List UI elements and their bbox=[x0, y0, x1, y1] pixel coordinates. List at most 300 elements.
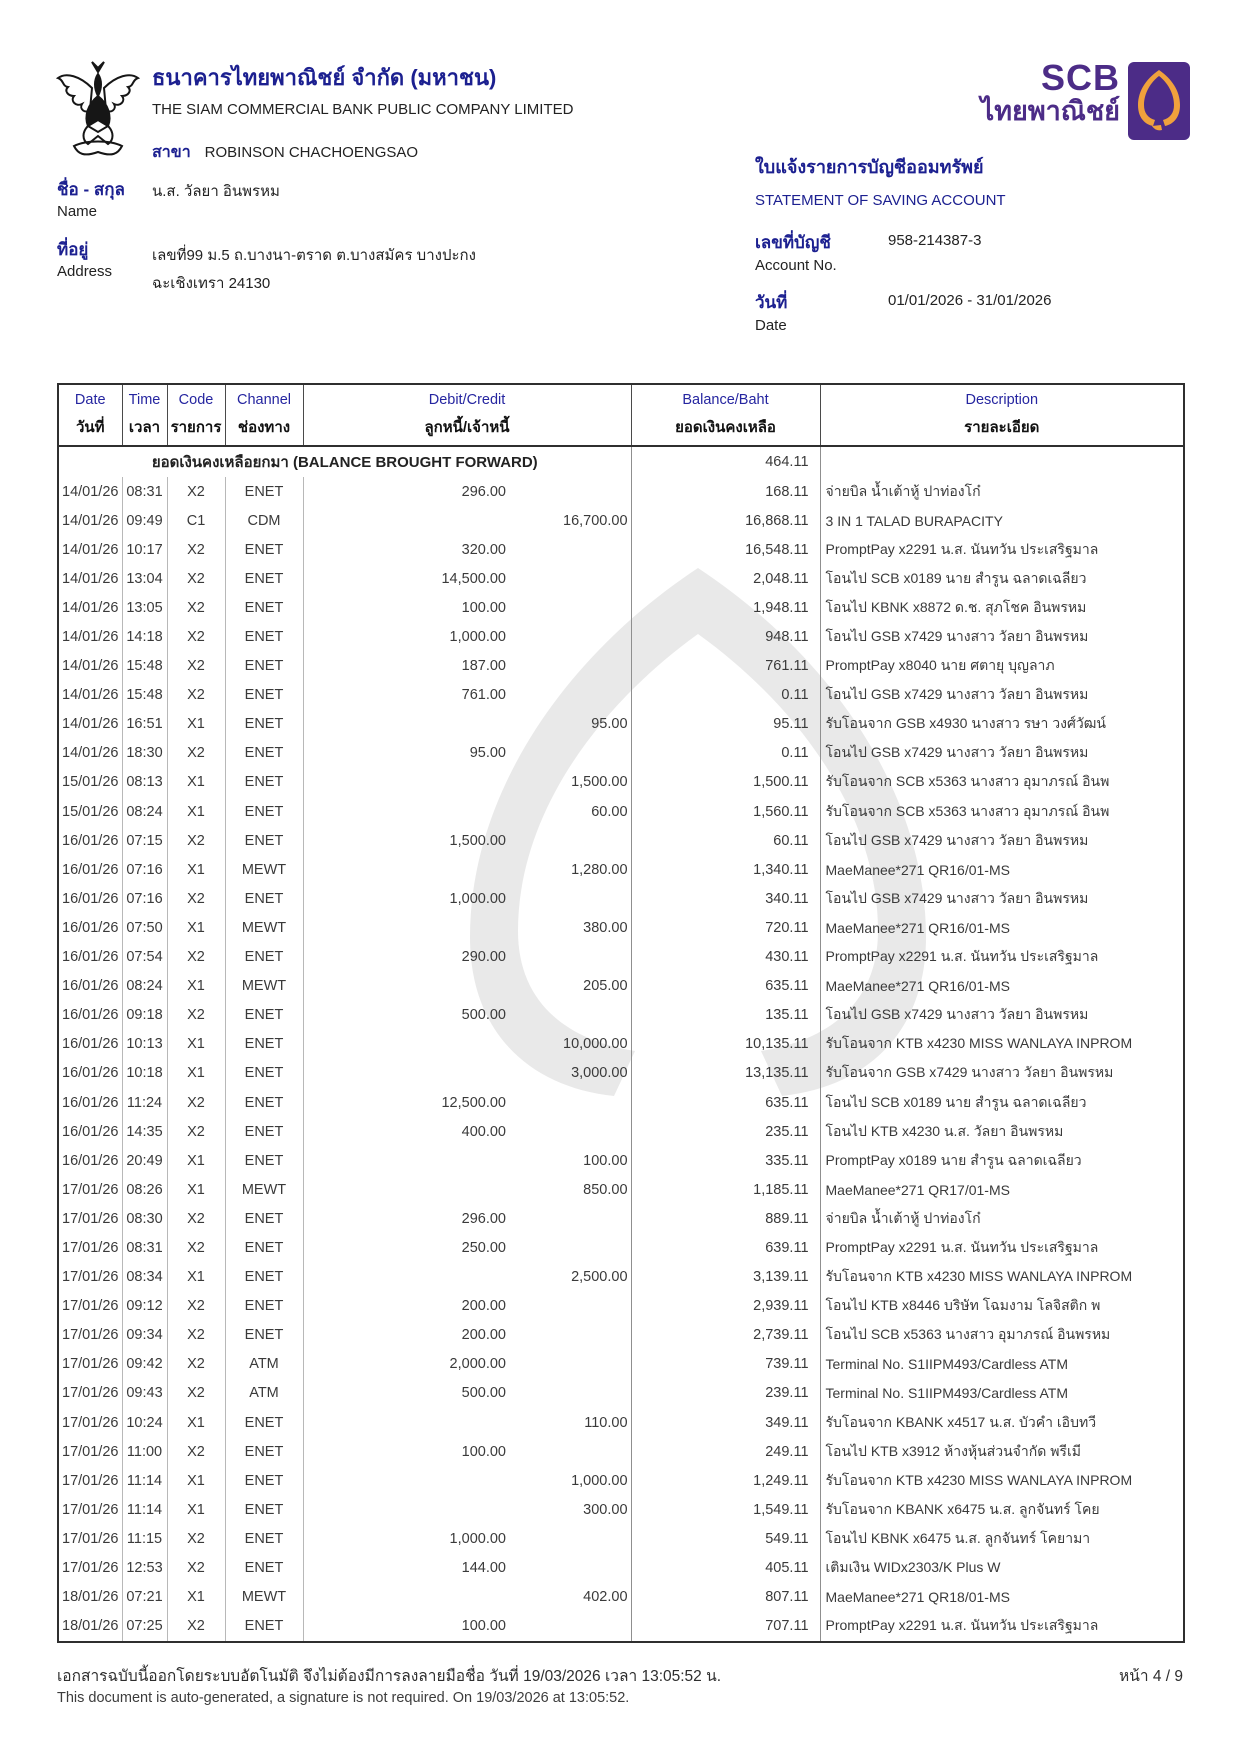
cell-time: 07:50 bbox=[122, 913, 167, 942]
cell-time: 15:48 bbox=[122, 681, 167, 710]
cell-balance: 739.11 bbox=[631, 1350, 820, 1379]
cell-date: 14/01/26 bbox=[58, 593, 122, 622]
cell-balance: 239.11 bbox=[631, 1379, 820, 1408]
cell-balance: 2,739.11 bbox=[631, 1321, 820, 1350]
cell-description: โอนไป KBNK x6475 น.ส. ลูกจันทร์ โคยามา bbox=[825, 1529, 1091, 1546]
cell-date: 16/01/26 bbox=[58, 1146, 122, 1175]
transaction-row bbox=[58, 564, 1184, 593]
cell-description: PromptPay x2291 น.ส. นันทวัน ประเสริฐมาล bbox=[825, 948, 1099, 965]
cell-credit bbox=[511, 1350, 631, 1379]
cell-debit bbox=[303, 1466, 511, 1495]
cell-balance: 1,549.11 bbox=[631, 1495, 820, 1524]
cell-debit: 2,000.00 bbox=[449, 1356, 506, 1373]
cell-credit bbox=[511, 622, 631, 651]
transaction-row bbox=[58, 1292, 1184, 1321]
cell-description: Terminal No. S1IIPM493/Cardless ATM bbox=[825, 1356, 1069, 1373]
transaction-row bbox=[58, 1466, 1184, 1495]
cell-channel: ENET bbox=[225, 1059, 303, 1088]
cell-balance: 16,868.11 bbox=[631, 506, 820, 535]
cell-date: 14/01/26 bbox=[58, 564, 122, 593]
cell-code: X2 bbox=[167, 1233, 225, 1262]
cell-credit: 110.00 bbox=[511, 1408, 631, 1437]
cell-credit bbox=[511, 652, 631, 681]
cell-channel: ENET bbox=[225, 681, 303, 710]
cell-balance: 1,560.11 bbox=[631, 797, 820, 826]
transaction-row bbox=[58, 1001, 1184, 1030]
cell-time: 13:05 bbox=[122, 593, 167, 622]
cell-time: 09:43 bbox=[122, 1379, 167, 1408]
cell-code: X2 bbox=[167, 1117, 225, 1146]
cell-code: X2 bbox=[167, 1001, 225, 1030]
cell-debit bbox=[303, 913, 511, 942]
cell-time: 08:26 bbox=[122, 1175, 167, 1204]
transaction-row bbox=[58, 681, 1184, 710]
cell-balance: 335.11 bbox=[631, 1146, 820, 1175]
customer-name-label-en: Name bbox=[57, 203, 98, 220]
cell-time: 10:17 bbox=[122, 535, 167, 564]
cell-channel: MEWT bbox=[225, 972, 303, 1001]
cell-credit bbox=[511, 1204, 631, 1233]
cell-date: 17/01/26 bbox=[58, 1292, 122, 1321]
cell-time: 11:14 bbox=[122, 1466, 167, 1495]
transaction-row bbox=[58, 797, 1184, 826]
cell-credit bbox=[511, 1553, 631, 1582]
transaction-row bbox=[58, 943, 1184, 972]
cell-description: โอนไป KTB x3912 ห้างหุ้นส่วนจำกัด พรีเมี bbox=[825, 1442, 1081, 1459]
cell-balance: 249.11 bbox=[631, 1437, 820, 1466]
statement-title-en: STATEMENT OF SAVING ACCOUNT bbox=[755, 192, 1006, 209]
balance-brought-forward-row bbox=[58, 446, 1184, 477]
transaction-row bbox=[58, 913, 1184, 942]
cell-credit bbox=[511, 1292, 631, 1321]
cell-time: 11:15 bbox=[122, 1524, 167, 1553]
cell-description: MaeManee*271 QR18/01-MS bbox=[825, 1589, 1010, 1606]
account-no-value: 958-214387-3 bbox=[888, 232, 982, 249]
cell-time: 07:15 bbox=[122, 826, 167, 855]
cell-channel: ENET bbox=[225, 1524, 303, 1553]
cell-time: 07:16 bbox=[122, 884, 167, 913]
statement-title-th: ใบแจ้งรายการบัญชีออมทรัพย์ bbox=[755, 157, 984, 177]
cell-balance: 349.11 bbox=[631, 1408, 820, 1437]
cell-channel: ENET bbox=[225, 1146, 303, 1175]
cell-debit: 500.00 bbox=[461, 1385, 506, 1402]
cell-channel: ENET bbox=[225, 884, 303, 913]
cell-balance: 2,048.11 bbox=[631, 564, 820, 593]
cell-debit: 144.00 bbox=[461, 1560, 506, 1577]
account-no-label-en: Account No. bbox=[755, 257, 837, 274]
cell-balance: 635.11 bbox=[631, 972, 820, 1001]
cell-balance: 2,939.11 bbox=[631, 1292, 820, 1321]
cell-code: X2 bbox=[167, 1350, 225, 1379]
cell-description: โอนไป GSB x7429 นางสาว วัลยา อินพรหม bbox=[825, 831, 1089, 848]
cell-debit bbox=[303, 506, 511, 535]
cell-balance: 405.11 bbox=[631, 1553, 820, 1582]
date-label-th: วันที่ bbox=[755, 293, 788, 312]
transaction-row bbox=[58, 1350, 1184, 1379]
cell-balance: 60.11 bbox=[631, 826, 820, 855]
cell-channel: ENET bbox=[225, 797, 303, 826]
cell-debit bbox=[303, 1263, 511, 1292]
bank-name-thai: ธนาคารไทยพาณิชย์ จำกัด (มหาชน) bbox=[152, 65, 497, 90]
cell-credit bbox=[511, 826, 631, 855]
cell-time: 10:13 bbox=[122, 1030, 167, 1059]
col-header-channel: Channel ช่องทาง bbox=[225, 384, 303, 446]
cell-time: 08:24 bbox=[122, 972, 167, 1001]
cell-debit bbox=[303, 797, 511, 826]
cell-date: 17/01/26 bbox=[58, 1495, 122, 1524]
cell-date: 17/01/26 bbox=[58, 1321, 122, 1350]
cell-credit: 100.00 bbox=[511, 1146, 631, 1175]
cell-time: 09:42 bbox=[122, 1350, 167, 1379]
cell-credit bbox=[511, 1001, 631, 1030]
cell-credit bbox=[511, 739, 631, 768]
cell-balance: 235.11 bbox=[631, 1117, 820, 1146]
cell-debit bbox=[303, 1146, 511, 1175]
cell-balance: 135.11 bbox=[631, 1001, 820, 1030]
cell-balance: 13,135.11 bbox=[631, 1059, 820, 1088]
cell-code: X1 bbox=[167, 797, 225, 826]
cell-description: โอนไป GSB x7429 นางสาว วัลยา อินพรหม bbox=[825, 628, 1089, 645]
transaction-row bbox=[58, 1088, 1184, 1117]
cell-code: X2 bbox=[167, 1088, 225, 1117]
cell-code: X2 bbox=[167, 593, 225, 622]
address-label-th: ที่อยู่ bbox=[57, 240, 89, 259]
cell-description: Terminal No. S1IIPM493/Cardless ATM bbox=[825, 1385, 1069, 1402]
cell-date: 16/01/26 bbox=[58, 826, 122, 855]
cell-balance: 1,340.11 bbox=[631, 855, 820, 884]
cell-code: X1 bbox=[167, 1466, 225, 1495]
cell-credit bbox=[511, 1437, 631, 1466]
footer-note-th: เอกสารฉบับนี้ออกโดยระบบอัตโนมัติ จึงไม่ต้องมีการลงลายมือชื่อ วันที่ 19/03/2026 เวลา 13:05:52 น. bbox=[57, 1668, 722, 1685]
cell-date: 16/01/26 bbox=[58, 855, 122, 884]
cell-credit: 3,000.00 bbox=[511, 1059, 631, 1088]
cell-code: X1 bbox=[167, 1146, 225, 1175]
cell-date: 16/01/26 bbox=[58, 1001, 122, 1030]
cell-credit: 10,000.00 bbox=[511, 1030, 631, 1059]
cell-debit: 100.00 bbox=[461, 1443, 506, 1460]
cell-code: X1 bbox=[167, 1263, 225, 1292]
col-header-debit-credit: Debit/Credit ลูกหนี้/เจ้าหนี้ bbox=[303, 384, 631, 446]
cell-debit: 320.00 bbox=[461, 541, 506, 558]
cell-code: X1 bbox=[167, 855, 225, 884]
cell-credit bbox=[511, 1233, 631, 1262]
cell-balance: 430.11 bbox=[631, 943, 820, 972]
cell-code: X1 bbox=[167, 768, 225, 797]
cell-date: 14/01/26 bbox=[58, 622, 122, 651]
cell-debit bbox=[303, 1175, 511, 1204]
cell-date: 17/01/26 bbox=[58, 1350, 122, 1379]
transactions-table bbox=[57, 383, 1185, 1643]
cell-balance: 16,548.11 bbox=[631, 535, 820, 564]
cell-channel: ATM bbox=[225, 1350, 303, 1379]
col-header-time: Time เวลา bbox=[122, 384, 167, 446]
transaction-row bbox=[58, 1379, 1184, 1408]
cell-description: PromptPay x0189 นาย สำรูน ฉลาดเฉลียว bbox=[825, 1151, 1082, 1168]
transaction-row bbox=[58, 1030, 1184, 1059]
cell-debit bbox=[303, 1495, 511, 1524]
account-no-label-th: เลขที่บัญชี bbox=[755, 233, 831, 252]
cell-description: โอนไป SCB x5363 นางสาว อุมาภรณ์ อินพรหม bbox=[825, 1326, 1111, 1343]
cell-date: 17/01/26 bbox=[58, 1408, 122, 1437]
cell-description: โอนไป KTB x8446 บริษัท โฉมงาม โลจิสติก พ bbox=[825, 1297, 1101, 1314]
cell-debit bbox=[303, 855, 511, 884]
cell-channel: ENET bbox=[225, 1117, 303, 1146]
footer-note-en: This document is auto-generated, a signature is not required. On 19/03/2026 at 13:05:52. bbox=[57, 1690, 630, 1706]
cell-credit: 2,500.00 bbox=[511, 1263, 631, 1292]
bank-name-english: THE SIAM COMMERCIAL BANK PUBLIC COMPANY LIMITED bbox=[152, 101, 574, 118]
cell-code: X2 bbox=[167, 1204, 225, 1233]
cell-debit: 296.00 bbox=[461, 483, 506, 500]
cell-debit: 100.00 bbox=[461, 1618, 506, 1635]
cell-credit: 1,280.00 bbox=[511, 855, 631, 884]
cell-balance: 807.11 bbox=[631, 1583, 820, 1612]
cell-debit: 500.00 bbox=[461, 1007, 506, 1024]
transaction-row bbox=[58, 739, 1184, 768]
address-label-en: Address bbox=[57, 263, 113, 280]
cell-code: X2 bbox=[167, 1321, 225, 1350]
cell-time: 10:18 bbox=[122, 1059, 167, 1088]
cell-description: MaeManee*271 QR16/01-MS bbox=[825, 978, 1010, 995]
cell-channel: ENET bbox=[225, 564, 303, 593]
cell-code: X2 bbox=[167, 884, 225, 913]
cell-date: 14/01/26 bbox=[58, 739, 122, 768]
cell-channel: ENET bbox=[225, 1204, 303, 1233]
transactions-body bbox=[58, 446, 1184, 1642]
cell-channel: ATM bbox=[225, 1379, 303, 1408]
cell-code: X2 bbox=[167, 622, 225, 651]
cell-channel: MEWT bbox=[225, 855, 303, 884]
cell-time: 08:30 bbox=[122, 1204, 167, 1233]
transaction-row bbox=[58, 535, 1184, 564]
cell-description: รับโอนจาก KBANK x6475 น.ส. ลูกจันทร์ โคย bbox=[825, 1500, 1100, 1517]
cell-channel: ENET bbox=[225, 943, 303, 972]
transaction-row bbox=[58, 884, 1184, 913]
cell-balance: 1,500.11 bbox=[631, 768, 820, 797]
cell-time: 11:14 bbox=[122, 1495, 167, 1524]
cell-balance: 639.11 bbox=[631, 1233, 820, 1262]
cell-description: PromptPay x8040 นาย ศตายุ บุญลาภ bbox=[825, 657, 1055, 674]
cell-debit: 296.00 bbox=[461, 1210, 506, 1227]
branch-line bbox=[152, 140, 418, 165]
transaction-row bbox=[58, 1175, 1184, 1204]
cell-description: โอนไป GSB x7429 นางสาว วัลยา อินพรหม bbox=[825, 1006, 1089, 1023]
transaction-row bbox=[58, 506, 1184, 535]
transaction-row bbox=[58, 652, 1184, 681]
cell-debit: 200.00 bbox=[461, 1298, 506, 1315]
transaction-row bbox=[58, 593, 1184, 622]
cell-credit bbox=[511, 943, 631, 972]
branch-name: ROBINSON CHACHOENGSAO bbox=[204, 144, 419, 161]
cell-credit: 1,000.00 bbox=[511, 1466, 631, 1495]
cell-credit: 380.00 bbox=[511, 913, 631, 942]
transaction-row bbox=[58, 622, 1184, 651]
transaction-row bbox=[58, 1146, 1184, 1175]
cell-credit: 300.00 bbox=[511, 1495, 631, 1524]
cell-debit: 400.00 bbox=[461, 1123, 506, 1140]
cell-date: 17/01/26 bbox=[58, 1553, 122, 1582]
cell-description: รับโอนจาก SCB x5363 นางสาว อุมาภรณ์ อินพ bbox=[825, 802, 1110, 819]
cell-channel: ENET bbox=[225, 1408, 303, 1437]
transaction-row bbox=[58, 1612, 1184, 1642]
cell-code: X1 bbox=[167, 913, 225, 942]
cell-date: 17/01/26 bbox=[58, 1379, 122, 1408]
cell-code: X2 bbox=[167, 1612, 225, 1642]
cell-date: 18/01/26 bbox=[58, 1583, 122, 1612]
transaction-row bbox=[58, 768, 1184, 797]
cell-credit bbox=[511, 593, 631, 622]
cell-date: 14/01/26 bbox=[58, 681, 122, 710]
cell-time: 18:30 bbox=[122, 739, 167, 768]
transaction-row bbox=[58, 710, 1184, 739]
cell-credit bbox=[511, 477, 631, 506]
cell-description: โอนไป SCB x0189 นาย สำรูน ฉลาดเฉลียว bbox=[825, 569, 1087, 586]
cell-balance: 889.11 bbox=[631, 1204, 820, 1233]
cell-date: 16/01/26 bbox=[58, 972, 122, 1001]
cell-time: 13:04 bbox=[122, 564, 167, 593]
cell-channel: ENET bbox=[225, 1321, 303, 1350]
cell-description: รับโอนจาก KTB x4230 MISS WANLAYA INPROM bbox=[825, 1268, 1133, 1285]
cell-debit: 14,500.00 bbox=[441, 570, 506, 587]
cell-code: X1 bbox=[167, 1583, 225, 1612]
cell-description: โอนไป SCB x0189 นาย สำรูน ฉลาดเฉลียว bbox=[825, 1093, 1087, 1110]
transaction-row bbox=[58, 1263, 1184, 1292]
cell-description: จ่ายบิล น้ำเต้าหู้ ปาท่องโก๋ bbox=[825, 1209, 981, 1226]
cell-balance: 168.11 bbox=[631, 477, 820, 506]
cell-debit: 95.00 bbox=[469, 745, 506, 762]
cell-time: 09:12 bbox=[122, 1292, 167, 1321]
cell-date: 14/01/26 bbox=[58, 506, 122, 535]
cell-time: 11:24 bbox=[122, 1088, 167, 1117]
scb-logo-text-en: SCB bbox=[1040, 57, 1120, 98]
cell-time: 07:21 bbox=[122, 1583, 167, 1612]
cell-time: 09:34 bbox=[122, 1321, 167, 1350]
cell-date: 16/01/26 bbox=[58, 913, 122, 942]
cell-code: X2 bbox=[167, 1379, 225, 1408]
cell-balance: 1,948.11 bbox=[631, 593, 820, 622]
cell-debit bbox=[303, 710, 511, 739]
cell-channel: MEWT bbox=[225, 1583, 303, 1612]
cell-debit bbox=[303, 1030, 511, 1059]
cell-date: 17/01/26 bbox=[58, 1175, 122, 1204]
cell-channel: ENET bbox=[225, 1233, 303, 1262]
cell-description: MaeManee*271 QR16/01-MS bbox=[825, 861, 1010, 878]
customer-name: น.ส. วัลยา อินพรหม bbox=[152, 183, 280, 200]
transaction-row bbox=[58, 1204, 1184, 1233]
cell-balance: 549.11 bbox=[631, 1524, 820, 1553]
cell-description: โอนไป GSB x7429 นางสาว วัลยา อินพรหม bbox=[825, 744, 1089, 761]
transaction-row bbox=[58, 477, 1184, 506]
cell-code: X2 bbox=[167, 826, 225, 855]
transaction-row bbox=[58, 1437, 1184, 1466]
cell-balance: 10,135.11 bbox=[631, 1030, 820, 1059]
cell-channel: ENET bbox=[225, 622, 303, 651]
cell-time: 14:18 bbox=[122, 622, 167, 651]
cell-balance: 720.11 bbox=[631, 913, 820, 942]
cell-credit: 1,500.00 bbox=[511, 768, 631, 797]
cell-debit bbox=[303, 1583, 511, 1612]
transaction-row bbox=[58, 1059, 1184, 1088]
cell-code: X2 bbox=[167, 477, 225, 506]
cell-channel: ENET bbox=[225, 652, 303, 681]
cell-date: 16/01/26 bbox=[58, 1030, 122, 1059]
cell-date: 15/01/26 bbox=[58, 768, 122, 797]
cell-date: 14/01/26 bbox=[58, 652, 122, 681]
cell-description: รับโอนจาก GSB x7429 นางสาว วัลยา อินพรหม bbox=[825, 1064, 1114, 1081]
cell-balance: 948.11 bbox=[631, 622, 820, 651]
cell-code: X1 bbox=[167, 1495, 225, 1524]
cell-debit: 1,000.00 bbox=[449, 629, 506, 646]
cell-time: 09:49 bbox=[122, 506, 167, 535]
cell-credit bbox=[511, 1612, 631, 1642]
cell-channel: MEWT bbox=[225, 1175, 303, 1204]
cell-code: X2 bbox=[167, 535, 225, 564]
cell-date: 17/01/26 bbox=[58, 1263, 122, 1292]
transaction-row bbox=[58, 1321, 1184, 1350]
cell-code: X2 bbox=[167, 739, 225, 768]
cell-date: 16/01/26 bbox=[58, 1059, 122, 1088]
cell-code: X2 bbox=[167, 943, 225, 972]
cell-debit: 100.00 bbox=[461, 599, 506, 616]
cell-date: 17/01/26 bbox=[58, 1437, 122, 1466]
cell-date: 17/01/26 bbox=[58, 1233, 122, 1262]
cell-description: โอนไป GSB x7429 นางสาว วัลยา อินพรหม bbox=[825, 686, 1089, 703]
cell-description: PromptPay x2291 น.ส. นันทวัน ประเสริฐมาล bbox=[825, 1238, 1099, 1255]
cell-channel: ENET bbox=[225, 739, 303, 768]
cell-credit bbox=[511, 1321, 631, 1350]
cell-code: X2 bbox=[167, 1292, 225, 1321]
transaction-row bbox=[58, 1495, 1184, 1524]
transaction-row bbox=[58, 855, 1184, 884]
cell-debit: 290.00 bbox=[461, 949, 506, 966]
cell-time: 08:34 bbox=[122, 1263, 167, 1292]
cell-code: X1 bbox=[167, 972, 225, 1001]
cell-date: 17/01/26 bbox=[58, 1524, 122, 1553]
cell-description: MaeManee*271 QR16/01-MS bbox=[825, 919, 1010, 936]
cell-channel: ENET bbox=[225, 826, 303, 855]
cell-channel: ENET bbox=[225, 1263, 303, 1292]
cell-channel: MEWT bbox=[225, 913, 303, 942]
cell-description: เติมเงิน WIDx2303/K Plus W bbox=[825, 1559, 1001, 1576]
address-line2: ฉะเชิงเทรา 24130 bbox=[152, 275, 271, 292]
customer-name-label-th: ชื่อ - สกุล bbox=[57, 180, 125, 199]
cell-balance: 761.11 bbox=[631, 652, 820, 681]
cell-debit: 187.00 bbox=[461, 658, 506, 675]
branch-label: สาขา bbox=[152, 144, 191, 161]
cell-description: รับโอนจาก SCB x5363 นางสาว อุมาภรณ์ อินพ bbox=[825, 773, 1110, 790]
cell-code: X2 bbox=[167, 1524, 225, 1553]
cell-time: 08:31 bbox=[122, 1233, 167, 1262]
col-header-balance: Balance/Baht ยอดเงินคงเหลือ bbox=[631, 384, 820, 446]
cell-description: โอนไป KTB x4230 น.ส. วัลยา อินพรหม bbox=[825, 1122, 1064, 1139]
cell-code: X1 bbox=[167, 1175, 225, 1204]
cell-time: 10:24 bbox=[122, 1408, 167, 1437]
scb-logo-wordmark bbox=[980, 57, 1120, 126]
transaction-row bbox=[58, 1553, 1184, 1582]
cell-channel: ENET bbox=[225, 1612, 303, 1642]
cell-debit bbox=[303, 1059, 511, 1088]
cell-debit: 250.00 bbox=[461, 1239, 506, 1256]
cell-credit: 850.00 bbox=[511, 1175, 631, 1204]
transaction-row bbox=[58, 826, 1184, 855]
cell-credit: 95.00 bbox=[511, 710, 631, 739]
cell-description: โอนไป KBNK x8872 ด.ช. สุภโชค อินพรหม bbox=[825, 598, 1087, 615]
cell-date: 17/01/26 bbox=[58, 1466, 122, 1495]
cell-date: 16/01/26 bbox=[58, 1117, 122, 1146]
cell-credit bbox=[511, 1524, 631, 1553]
cell-code: X1 bbox=[167, 710, 225, 739]
cell-balance: 3,139.11 bbox=[631, 1263, 820, 1292]
cell-date: 14/01/26 bbox=[58, 535, 122, 564]
